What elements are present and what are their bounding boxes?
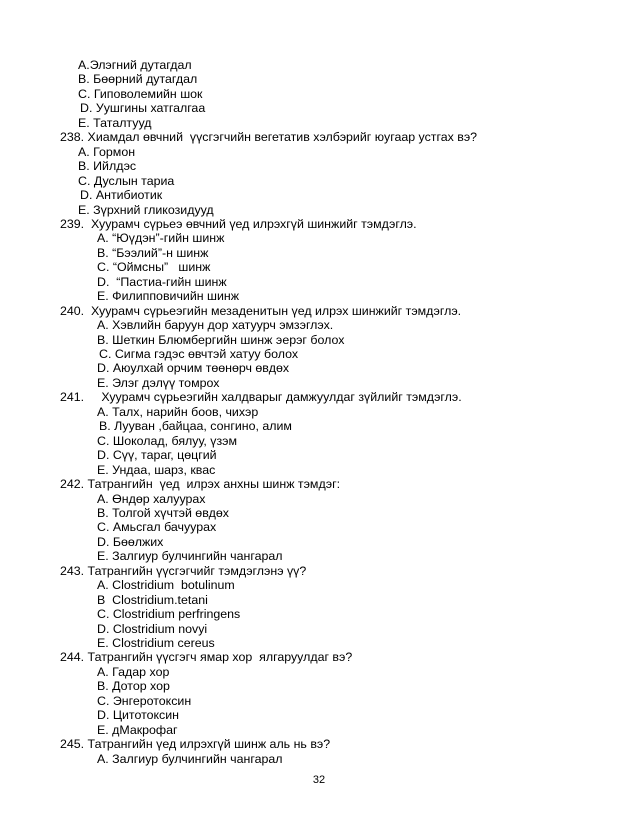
text-line: Е. Залгиур булчингийн чангарал	[97, 549, 283, 564]
text-line: D. Бөөлжих	[97, 534, 164, 549]
text-line: В. Дотор хор	[97, 679, 170, 694]
text-line: 245. Татрангийн үед илрэхгүй шинж аль нь вэ?	[60, 737, 331, 752]
text-line: 241. Хуурамч сүрьеэгийн халдварыг дамжуулдаг зүйлийг тэмдэглэ.	[60, 390, 462, 405]
text-line: С. Clostridium perfringens	[97, 607, 241, 622]
text-line: С. “Оймсны” шинж	[97, 260, 211, 275]
text-line: D. Аюулхай орчим төөнөрч өвдөх	[97, 361, 290, 376]
text-line: D. Уушгины хатгалгаа	[80, 101, 206, 116]
text-line: А. Залгиур булчингийн чангарал	[97, 751, 283, 766]
text-line: D. “Пастиа-гийн шинж	[97, 274, 227, 289]
text-line: В. Бөөрний дутагдал	[78, 72, 198, 87]
text-line: Е. Clostridium cereus	[97, 636, 215, 650]
text-line: А. Талх, нарийн боов, чихэр	[97, 404, 259, 419]
text-line: Е. дМакрофаг	[97, 722, 178, 737]
text-line: В Clostridium.tetani	[97, 592, 208, 607]
text-line: А. Гормон	[78, 144, 136, 159]
text-line: В. Ийлдэс	[78, 159, 137, 174]
text-line: С. Дуслын тариа	[78, 173, 175, 188]
text-line: Е. Ундаа, шарз, квас	[97, 462, 216, 477]
text-line: С. Гиповолемийн шок	[78, 86, 203, 101]
text-line: С. Шоколад, бялуу, үзэм	[97, 433, 238, 448]
text-line: 240. Хуурамч сүрьеэгийн мезаденитын үед илрэх шинжийг тэмдэглэ.	[60, 303, 462, 318]
text-line: А.Элэгний дутагдал	[78, 58, 192, 72]
text-line: В. Лууван ,байцаа, сонгино, алим	[99, 419, 292, 434]
text-line: 244. Татрангийн үүсгэгч ямар хор ялгаруулдаг вэ?	[60, 650, 353, 665]
text-line: D. Clostridium novyi	[97, 621, 208, 636]
text-line: 243. Татрангийн үүсгэгчийг тэмдэглэнэ үү?	[60, 563, 307, 578]
text-line: Е. Зүрхний гликозидууд	[78, 202, 214, 217]
page-number: 32	[312, 774, 326, 786]
text-line: С. Сигма гэдэс өвчтэй хатуу болох	[99, 347, 299, 361]
text-line: С. Амьсгал бачуурах	[97, 520, 217, 535]
text-line: А. Хэвлийн баруун дор хатуурч эмзэглэх.	[97, 318, 334, 333]
text-line: D. Цитотоксин	[97, 708, 180, 723]
text-line: В. “Бээлий”-н шинж	[97, 245, 209, 260]
text-line: Е. Филипповичийн шинж	[97, 289, 240, 304]
text-line: А. “Юүдэн”-гийн шинж	[97, 231, 225, 246]
text-line: D. Антибиотик	[80, 188, 163, 203]
text-line: Е. Элэг дэлүү томрох	[97, 375, 220, 390]
text-line: С. Энгеротоксин	[97, 693, 192, 708]
text-line: В. Шеткин Блюмбергийн шинж эерэг болох	[97, 332, 345, 347]
text-line: В. Толгой хүчтэй өвдөх	[97, 505, 229, 520]
text-line: А. Гадар хор	[97, 664, 170, 679]
text-line: 239. Хуурамч сүрьеэ өвчний үед илрэхгүй шинжийг тэмдэглэ.	[60, 216, 417, 231]
text-line: Е. Таталтууд	[78, 115, 152, 130]
text-line: А. Clostridium botulinum	[97, 578, 235, 593]
text-line: D. Сүү, тараг, цөцгий	[97, 448, 217, 463]
text-line: 238. Хиамдал өвчний үүсгэгчийн вегетатив хэлбэрийг юугаар устгах вэ?	[60, 130, 478, 145]
text-line: 242. Татрангийн үед илрэх анхны шинж тэмдэг:	[60, 477, 341, 492]
text-line: А. Өндөр халуурах	[97, 491, 206, 506]
